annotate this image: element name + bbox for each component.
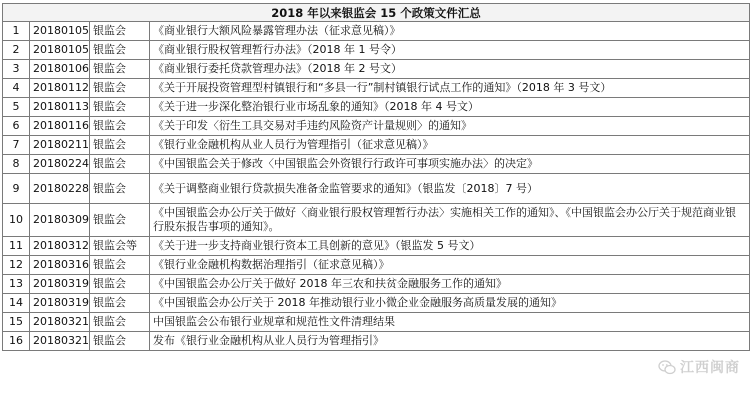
row-issuer: 银监会等	[90, 237, 150, 256]
row-document: 《商业银行大额风险暴露管理办法（征求意见稿）》	[150, 22, 750, 41]
row-issuer: 银监会	[90, 204, 150, 237]
row-number: 2	[3, 41, 30, 60]
row-document: 《银行业金融机构从业人员行为管理指引（征求意见稿）》	[150, 136, 750, 155]
row-issuer: 银监会	[90, 275, 150, 294]
row-number: 14	[3, 294, 30, 313]
row-issuer: 银监会	[90, 174, 150, 204]
wechat-icon	[658, 360, 676, 375]
row-number: 9	[3, 174, 30, 204]
row-issuer: 银监会	[90, 155, 150, 174]
table-row	[3, 136, 750, 155]
table-row	[3, 117, 750, 136]
table-row	[3, 204, 750, 237]
table-row	[3, 60, 750, 79]
row-document: 发布《银行业金融机构从业人员行为管理指引》	[150, 332, 750, 351]
row-document: 中国银监会公布银行业规章和规范性文件清理结果	[150, 313, 750, 332]
row-number: 15	[3, 313, 30, 332]
row-issuer: 银监会	[90, 60, 150, 79]
row-document: 《中国银监会办公厅关于 2018 年推动银行业小微企业金融服务高质量发展的通知》	[150, 294, 750, 313]
row-document: 《商业银行委托贷款管理办法》（2018 年 2 号文）	[150, 60, 750, 79]
row-number: 16	[3, 332, 30, 351]
row-number: 8	[3, 155, 30, 174]
row-date: 20180211	[30, 136, 90, 155]
row-date: 20180312	[30, 237, 90, 256]
watermark-text: 江西闽商	[680, 360, 740, 376]
row-number: 7	[3, 136, 30, 155]
row-date: 20180105	[30, 22, 90, 41]
row-date: 20180116	[30, 117, 90, 136]
table-row	[3, 174, 750, 204]
row-number: 6	[3, 117, 30, 136]
row-date: 20180113	[30, 98, 90, 117]
row-number: 12	[3, 256, 30, 275]
row-document: 《关于印发〈衍生工具交易对手违约风险资产计量规则〉的通知》	[150, 117, 750, 136]
table-row	[3, 98, 750, 117]
row-number: 5	[3, 98, 30, 117]
policy-table-container	[2, 3, 750, 351]
row-document: 《关于进一步支持商业银行资本工具创新的意见》（银监发 5 号文）	[150, 237, 750, 256]
row-document: 《中国银监会办公厅关于做好 2018 年三农和扶贫金融服务工作的通知》	[150, 275, 750, 294]
row-issuer: 银监会	[90, 256, 150, 275]
row-number: 4	[3, 79, 30, 98]
table-row	[3, 294, 750, 313]
watermark	[658, 357, 740, 377]
row-date: 20180321	[30, 332, 90, 351]
row-number: 13	[3, 275, 30, 294]
row-issuer: 银监会	[90, 136, 150, 155]
table-row	[3, 332, 750, 351]
row-date: 20180106	[30, 60, 90, 79]
row-issuer: 银监会	[90, 294, 150, 313]
table-title: 2018 年以来银监会 15 个政策文件汇总	[3, 4, 750, 22]
table-row	[3, 237, 750, 256]
row-document: 《银行业金融机构数据治理指引（征求意见稿）》	[150, 256, 750, 275]
row-number: 3	[3, 60, 30, 79]
row-issuer: 银监会	[90, 332, 150, 351]
row-document: 《关于进一步深化整治银行业市场乱象的通知》（2018 年 4 号文）	[150, 98, 750, 117]
table-row	[3, 79, 750, 98]
row-document: 《商业银行股权管理暂行办法》（2018 年 1 号令）	[150, 41, 750, 60]
table-row	[3, 41, 750, 60]
row-issuer: 银监会	[90, 79, 150, 98]
table-body	[3, 22, 750, 351]
row-date: 20180321	[30, 313, 90, 332]
row-issuer: 银监会	[90, 98, 150, 117]
table-row	[3, 313, 750, 332]
table-row	[3, 22, 750, 41]
row-date: 20180105	[30, 41, 90, 60]
table-row	[3, 256, 750, 275]
row-date: 20180309	[30, 204, 90, 237]
row-issuer: 银监会	[90, 117, 150, 136]
table-row	[3, 155, 750, 174]
row-date: 20180228	[30, 174, 90, 204]
row-document: 《关于调整商业银行贷款损失准备金监管要求的通知》（银监发〔2018〕7 号）	[150, 174, 750, 204]
row-date: 20180224	[30, 155, 90, 174]
policy-table	[2, 3, 750, 351]
table-row	[3, 275, 750, 294]
row-issuer: 银监会	[90, 41, 150, 60]
row-issuer: 银监会	[90, 313, 150, 332]
row-date: 20180112	[30, 79, 90, 98]
row-document: 《中国银监会关于修改〈中国银监会外资银行行政许可事项实施办法〉的决定》	[150, 155, 750, 174]
row-number: 10	[3, 204, 30, 237]
row-document: 《中国银监会办公厅关于做好〈商业银行股权管理暂行办法〉实施相关工作的通知》、《中国银监会办公厅关于规范商业银行股东报告事项的通知》。	[150, 204, 750, 237]
row-number: 1	[3, 22, 30, 41]
row-document: 《关于开展投资管理型村镇银行和“多县一行”制村镇银行试点工作的通知》（2018 年 3 号文）	[150, 79, 750, 98]
row-date: 20180319	[30, 275, 90, 294]
row-issuer: 银监会	[90, 22, 150, 41]
row-date: 20180319	[30, 294, 90, 313]
row-date: 20180316	[30, 256, 90, 275]
row-number: 11	[3, 237, 30, 256]
